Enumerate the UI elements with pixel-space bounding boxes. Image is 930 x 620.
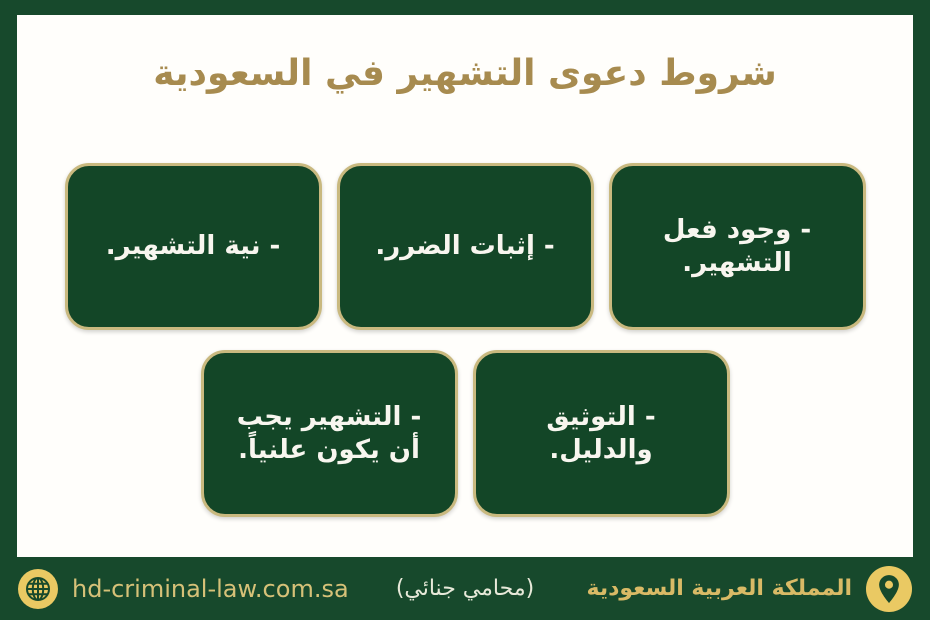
footer-bar [0,557,930,620]
condition-box-defamation-intent [65,163,322,330]
condition-label: - نية التشهير. [105,231,281,262]
condition-box-defamation-act [609,163,866,330]
condition-box-must-be-public [201,350,458,517]
country-label: المملكة العربية السعودية [586,576,852,601]
condition-label: - التشهير يجب أن يكون علنياً. [236,402,422,465]
condition-label: - التوثيق والدليل. [546,402,656,465]
condition-box-documentation-evidence [473,350,730,517]
condition-label: - وجود فعل التشهير. [662,215,812,278]
website-url: hd-criminal-law.com.sa [72,574,349,603]
footer-website-group [18,569,349,609]
conditions-row-bottom [17,350,913,517]
conditions-row-top [17,163,913,330]
condition-box-prove-damage [337,163,594,330]
footer-country-group [586,566,912,612]
globe-icon [18,569,58,609]
location-pin-icon [866,566,912,612]
condition-label: - إثبات الضرر. [375,231,555,262]
footer-tagline: (محامي جنائي) [395,576,535,601]
page-title: شروط دعوى التشهير في السعودية [153,53,777,94]
content-card [17,15,913,557]
